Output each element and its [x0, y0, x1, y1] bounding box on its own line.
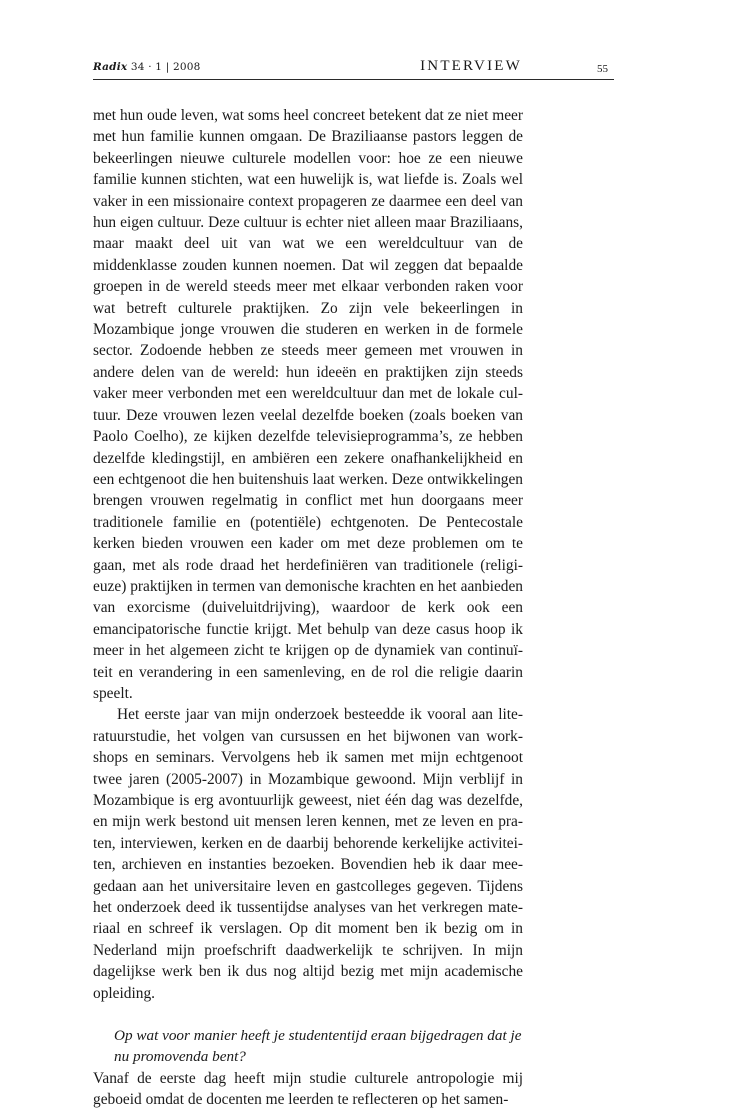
section-title: INTERVIEW [420, 58, 522, 74]
journal-name: Radix [93, 61, 128, 73]
article-body [93, 105, 523, 1111]
journal-citation [93, 61, 201, 73]
journal-issue: 34 · 1 | 2008 [130, 61, 201, 73]
interview-question: Op wat voor manier heeft je studententijd eraan bijgedragen dat je nu promovenda bent? [114, 1027, 522, 1066]
body-paragraph: Het eerste jaar van mijn onderzoek besteedde ik vooral aan literatuurstudie, het volgen van cursussen en het bijwonen van workshops en seminars. Vervolgens heb ik samen met mijn echtgenoot twee jaren (2005-2007) in Mozambique gewoond. Mijn verblijf in Mozambique is erg avontuurlijk geweest, niet één dag was dezelfde, en mijn werk bestond uit mensen leren kennen, met ze leven en praten, interviewen, kerken en de daarbij behorende kerkelijke activiteiten, archieven en instanties bezoeken. Bovendien heb ik daar meegedaan aan het universitaire leven en gastcolleges gegeven. Tijdens het onderzoek deed ik tussentijdse analyses van het verkregen materiaal en schreef ik verslagen. Op dit moment ben ik bezig om in Nederland mijn proefschrift daadwerkelijk te schrijven. In mijn dagelijkse werk ben ik dus nog altijd bezig met mijn academische opleiding. [93, 706, 523, 1002]
body-paragraph: met hun oude leven, wat soms heel concreet betekent dat ze niet meer met hun familie kunnen omgaan. De Braziliaanse pastors leggen de bekeerlingen nieuwe culturele modellen voor: hoe ze een nieuwe familie kunnen stichten, wat een huwelijk is, wat liefde is. Zoals wel vaker in een missionaire context propageren ze daarmee een deel van hun eigen cultuur. Deze cultuur is echter niet alleen maar Braziliaans, maar maakt deel uit van wat we een wereldcultuur van de middenklasse zouden kunnen noemen. Dat wil zeggen dat bepaalde groepen in de wereld steeds meer met elkaar verbonden raken voor wat betreft culturele praktijken. Zo zijn vele bekeerlingen in Mozambique jonge vrouwen die studeren en werken in de formele sector. Zodoende hebben ze steeds meer gemeen met vrouwen in andere delen van de wereld: hun ideeën en praktijken zijn steeds vaker meer verbonden met een wereldcultuur dan met de lokale cultuur. Deze vrouwen lezen veelal dezelfde boeken (zoals boeken van Paolo Coelho), ze kijken dezelfde televisieprogramma’s, ze hebben dezelfde kledingstijl, en ambiëren een zekere onafhankelijkheid en een echtgenoot die hen buitenshuis laat werken. Deze ontwikkelingen brengen vrouwen regelmatig in conflict met hun doorgaans meer traditionele familie en (potentiële) echtgenoten. De Pentecostale kerken bieden vrouwen een kader om met deze problemen om te gaan, met als rode draad het herdefiniëren van traditionele (religieuze) praktijken in termen van demonische krachten en het aanbieden van exorcisme (duiveluitdrijving), waardoor de kerk ook een emancipatorische functie krijgt. Met behulp van deze casus hoop ik meer in het algemeen zicht te krijgen op de dynamiek van continuïteit en verandering in een samenleving, en de rol die religie daarin speelt. [93, 107, 523, 702]
running-header [93, 58, 614, 80]
header-rule [93, 79, 614, 80]
body-paragraph: Vanaf de eerste dag heeft mijn studie culturele antropologie mij geboeid omdat de docenten me leerden te reflecteren op het samen- [93, 1069, 523, 1109]
page-number: 55 [597, 63, 608, 75]
